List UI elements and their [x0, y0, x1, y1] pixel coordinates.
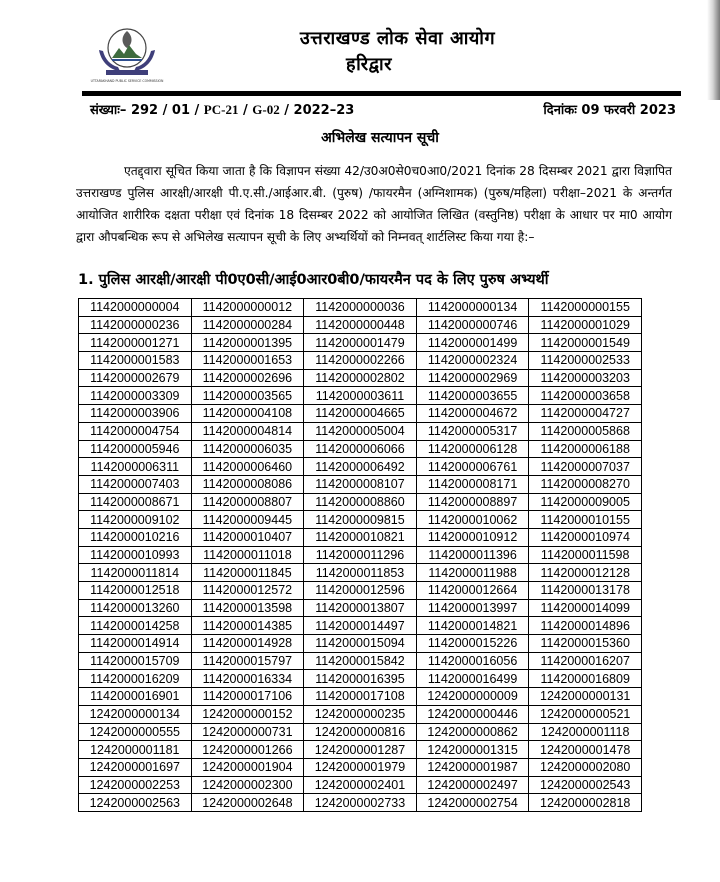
roll-number-cell: 1142000015226	[416, 635, 529, 653]
roll-number-cell: 1142000013598	[191, 599, 304, 617]
roll-number-cell: 1142000001653	[191, 352, 304, 370]
table-row	[79, 369, 642, 387]
roll-number-cell: 1142000010062	[416, 511, 529, 529]
table-row	[79, 546, 642, 564]
roll-number-cell: 1142000002533	[529, 352, 642, 370]
table-row	[79, 458, 642, 476]
roll-number-cell: 1142000011814	[79, 564, 192, 582]
roll-number-cell: 1142000002696	[191, 369, 304, 387]
roll-number-cell: 1142000016901	[79, 688, 192, 706]
table-row	[79, 617, 642, 635]
roll-number-cell: 1142000006761	[416, 458, 529, 476]
table-row	[79, 741, 642, 759]
roll-number-cell: 1142000006066	[304, 440, 417, 458]
roll-number-cell: 1142000010155	[529, 511, 642, 529]
roll-number-cell: 1142000006035	[191, 440, 304, 458]
roll-number-cell: 1142000014821	[416, 617, 529, 635]
reference-number	[90, 100, 354, 118]
reference-code-1: PC-21	[203, 102, 239, 117]
roll-number-cell: 1242000000862	[416, 723, 529, 741]
roll-number-cell: 1142000004665	[304, 405, 417, 423]
table-row	[79, 758, 642, 776]
roll-number-cell: 1242000001904	[191, 758, 304, 776]
roll-number-cell: 1142000011845	[191, 564, 304, 582]
roll-number-cell: 1242000000009	[416, 688, 529, 706]
roll-number-cell: 1142000001549	[529, 334, 642, 352]
roll-number-cell: 1142000000012	[191, 299, 304, 317]
roll-number-cell: 1242000001478	[529, 741, 642, 759]
roll-number-cell: 1142000016207	[529, 652, 642, 670]
roll-number-cell: 1142000002266	[304, 352, 417, 370]
roll-number-cell: 1142000000448	[304, 316, 417, 334]
roll-number-cell: 1142000008107	[304, 475, 417, 493]
roll-number-cell: 1242000000731	[191, 723, 304, 741]
roll-number-cell: 1142000001479	[304, 334, 417, 352]
roll-number-cell: 1142000011296	[304, 546, 417, 564]
roll-number-cell: 1142000005004	[304, 422, 417, 440]
table-row	[79, 422, 642, 440]
roll-number-cell: 1242000000521	[529, 705, 642, 723]
reference-suffix: / 2022–23	[279, 103, 355, 118]
roll-number-cell: 1142000012572	[191, 582, 304, 600]
roll-number-cell: 1242000002253	[79, 776, 192, 794]
roll-number-cell: 1142000009815	[304, 511, 417, 529]
table-row	[79, 299, 642, 317]
roll-number-cell: 1242000001287	[304, 741, 417, 759]
roll-number-cell: 1142000003658	[529, 387, 642, 405]
roll-number-cell: 1242000002300	[191, 776, 304, 794]
table-row	[79, 475, 642, 493]
roll-number-cell: 1142000010974	[529, 528, 642, 546]
roll-number-cell: 1142000012664	[416, 582, 529, 600]
roll-number-cell: 1242000001181	[79, 741, 192, 759]
roll-number-cell: 1142000010407	[191, 528, 304, 546]
roll-number-cell: 1142000006492	[304, 458, 417, 476]
roll-number-cell: 1242000001118	[529, 723, 642, 741]
roll-number-cell: 1142000014914	[79, 635, 192, 653]
roll-number-cell: 1142000015360	[529, 635, 642, 653]
roll-number-cell: 1142000001029	[529, 316, 642, 334]
roll-number-cell: 1242000001697	[79, 758, 192, 776]
roll-number-cell: 1142000014928	[191, 635, 304, 653]
roll-number-cell: 1142000011598	[529, 546, 642, 564]
reference-prefix: संख्याः– 292	[90, 103, 159, 118]
roll-number-cell: 1142000012596	[304, 582, 417, 600]
table-row	[79, 334, 642, 352]
organization-city: हरिद्वार	[346, 54, 392, 75]
roll-number-cell: 1142000016056	[416, 652, 529, 670]
notice-paragraph: एतद्द्वारा सूचित किया जाता है कि विज्ञापन संख्या 42/उ0अ0से0च0आ0/2021 दिनांक 28 दिसम्बर 2021 द्वारा विज्ञापित उत्तराखण्ड पुलिस आरक्षी/आरक्षी पी.ए.सी./आईआर.बी. (पुरुष) /फायरमैन (अग्निशामक) (पुरुष/महिला) परीक्षा–2021 के अन्तर्गत आयोजित शारीरिक दक्षता परीक्षा एवं दिनांक 18 दिसम्बर 2022 को आयोजित लिखित (वस्तुनिष्ठ) परीक्षा के आधार पर मा0 आयोग द्वारा औपबन्धिक रूप से अभिलेख सत्यापन सूची के लिए अभ्यर्थियों को निम्नवत् शार्टलिस्ट किया गया है:–	[76, 164, 672, 244]
document-title: अभिलेख सत्यापन सूची	[321, 130, 439, 146]
reference-sep: /	[238, 103, 253, 118]
reference-code-2: G-02	[252, 102, 280, 117]
table-row	[79, 652, 642, 670]
roll-number-cell: 1242000002563	[79, 794, 192, 812]
table-row	[79, 528, 642, 546]
table-row	[79, 582, 642, 600]
roll-number-cell: 1142000001271	[79, 334, 192, 352]
header-divider	[82, 91, 681, 96]
roll-number-cell: 1142000006460	[191, 458, 304, 476]
roll-number-cell: 1142000010216	[79, 528, 192, 546]
table-row	[79, 564, 642, 582]
table-row	[79, 723, 642, 741]
roll-number-cell: 1142000010993	[79, 546, 192, 564]
roll-number-cell: 1142000004814	[191, 422, 304, 440]
roll-number-cell: 1142000003565	[191, 387, 304, 405]
roll-number-cell: 1242000002754	[416, 794, 529, 812]
roll-number-cell: 1142000016499	[416, 670, 529, 688]
roll-number-cell: 1242000002818	[529, 794, 642, 812]
roll-number-cell: 1142000015797	[191, 652, 304, 670]
reference-mid: / 01 /	[162, 103, 204, 118]
roll-number-cell: 1142000000004	[79, 299, 192, 317]
roll-number-cell: 1242000000446	[416, 705, 529, 723]
roll-number-cell: 1242000000816	[304, 723, 417, 741]
roll-number-cell: 1142000005946	[79, 440, 192, 458]
roll-number-cell: 1142000006128	[416, 440, 529, 458]
roll-number-cell: 1142000009102	[79, 511, 192, 529]
roll-number-cell: 1142000012518	[79, 582, 192, 600]
roll-number-cell: 1242000000152	[191, 705, 304, 723]
roll-number-cell: 1142000017108	[304, 688, 417, 706]
roll-number-cell: 1242000000131	[529, 688, 642, 706]
table-row	[79, 316, 642, 334]
table-row	[79, 794, 642, 812]
table-row	[79, 493, 642, 511]
roll-number-cell: 1142000003655	[416, 387, 529, 405]
table-row	[79, 599, 642, 617]
roll-number-cell: 1142000000155	[529, 299, 642, 317]
roll-number-cell: 1142000012128	[529, 564, 642, 582]
roll-number-table	[78, 298, 642, 812]
roll-number-cell: 1142000006311	[79, 458, 192, 476]
roll-number-cell: 1142000004672	[416, 405, 529, 423]
roll-number-cell: 1142000014099	[529, 599, 642, 617]
roll-number-cell: 1142000011988	[416, 564, 529, 582]
roll-number-cell: 1142000002969	[416, 369, 529, 387]
roll-number-cell: 1142000002679	[79, 369, 192, 387]
roll-number-cell: 1142000016809	[529, 670, 642, 688]
roll-number-cell: 1142000008860	[304, 493, 417, 511]
roll-number-cell: 1142000015709	[79, 652, 192, 670]
roll-number-cell: 1142000000236	[79, 316, 192, 334]
organization-name: उत्तराखण्ड लोक सेवा आयोग	[299, 28, 496, 49]
roll-number-cell: 1242000000134	[79, 705, 192, 723]
roll-number-cell: 1142000008807	[191, 493, 304, 511]
roll-number-cell: 1142000011853	[304, 564, 417, 582]
roll-number-cell: 1142000014385	[191, 617, 304, 635]
roll-number-cell: 1142000007037	[529, 458, 642, 476]
roll-number-cell: 1142000001583	[79, 352, 192, 370]
roll-number-cell: 1142000016334	[191, 670, 304, 688]
roll-number-cell: 1142000004108	[191, 405, 304, 423]
roll-number-cell: 1242000002497	[416, 776, 529, 794]
roll-number-cell: 1142000000746	[416, 316, 529, 334]
roll-number-cell: 1142000008171	[416, 475, 529, 493]
table-row	[79, 352, 642, 370]
roll-number-cell: 1242000002543	[529, 776, 642, 794]
roll-number-cell: 1142000015842	[304, 652, 417, 670]
roll-number-cell: 1142000005317	[416, 422, 529, 440]
roll-number-cell: 1142000008086	[191, 475, 304, 493]
section-heading: 1. पुलिस आरक्षी/आरक्षी पी0ए0सी/आई0आर0बी0/फायरमैन पद के लिए पुरुष अभ्यर्थी	[78, 272, 549, 288]
roll-number-cell: 1142000007403	[79, 475, 192, 493]
roll-number-cell: 1142000003611	[304, 387, 417, 405]
scan-shadow-edge	[707, 0, 720, 100]
roll-number-cell: 1142000005868	[529, 422, 642, 440]
roll-number-cell: 1242000000555	[79, 723, 192, 741]
table-row	[79, 387, 642, 405]
roll-number-cell: 1242000001987	[416, 758, 529, 776]
roll-number-cell: 1142000013807	[304, 599, 417, 617]
roll-number-cell: 1142000000134	[416, 299, 529, 317]
roll-number-cell: 1142000008671	[79, 493, 192, 511]
roll-number-cell: 1142000002324	[416, 352, 529, 370]
roll-number-cell: 1142000000036	[304, 299, 417, 317]
roll-number-cell: 1142000016395	[304, 670, 417, 688]
roll-number-cell: 1142000011396	[416, 546, 529, 564]
table-row	[79, 776, 642, 794]
roll-number-cell: 1142000006188	[529, 440, 642, 458]
roll-number-cell: 1142000004754	[79, 422, 192, 440]
table-row	[79, 440, 642, 458]
roll-number-cell: 1242000002401	[304, 776, 417, 794]
roll-number-cell: 1142000017106	[191, 688, 304, 706]
roll-number-cell: 1142000014258	[79, 617, 192, 635]
roll-number-cell: 1142000003203	[529, 369, 642, 387]
roll-number-cell: 1142000008270	[529, 475, 642, 493]
roll-number-cell: 1242000002080	[529, 758, 642, 776]
roll-number-cell: 1142000001499	[416, 334, 529, 352]
roll-number-cell: 1142000000284	[191, 316, 304, 334]
roll-number-cell: 1142000016209	[79, 670, 192, 688]
document-date: दिनांकः 09 फरवरी 2023	[543, 103, 676, 118]
roll-number-cell: 1142000014497	[304, 617, 417, 635]
roll-number-cell: 1142000001395	[191, 334, 304, 352]
roll-number-cell: 1142000009445	[191, 511, 304, 529]
table-row	[79, 670, 642, 688]
roll-number-cell: 1242000002648	[191, 794, 304, 812]
roll-number-cell: 1142000010821	[304, 528, 417, 546]
roll-number-cell: 1142000003309	[79, 387, 192, 405]
roll-number-cell: 1142000002802	[304, 369, 417, 387]
table-row	[79, 635, 642, 653]
roll-number-cell: 1242000001315	[416, 741, 529, 759]
roll-number-cell: 1142000004727	[529, 405, 642, 423]
roll-number-cell: 1142000009005	[529, 493, 642, 511]
roll-number-cell: 1242000001266	[191, 741, 304, 759]
roll-number-cell: 1142000015094	[304, 635, 417, 653]
roll-number-cell: 1142000013997	[416, 599, 529, 617]
roll-number-cell: 1142000010912	[416, 528, 529, 546]
roll-number-cell: 1242000000235	[304, 705, 417, 723]
table-row	[79, 705, 642, 723]
roll-number-cell: 1242000001979	[304, 758, 417, 776]
table-row	[79, 405, 642, 423]
roll-number-cell: 1142000013178	[529, 582, 642, 600]
table-row	[79, 511, 642, 529]
roll-number-cell: 1142000003906	[79, 405, 192, 423]
svg-text:UTTARAKHAND PUBLIC SERVICE COM: UTTARAKHAND PUBLIC SERVICE COMMISSION	[90, 79, 164, 83]
roll-number-cell: 1242000002733	[304, 794, 417, 812]
table-row	[79, 688, 642, 706]
roll-number-cell: 1142000008897	[416, 493, 529, 511]
roll-number-cell: 1142000011018	[191, 546, 304, 564]
roll-number-cell: 1142000014896	[529, 617, 642, 635]
roll-number-cell: 1142000013260	[79, 599, 192, 617]
